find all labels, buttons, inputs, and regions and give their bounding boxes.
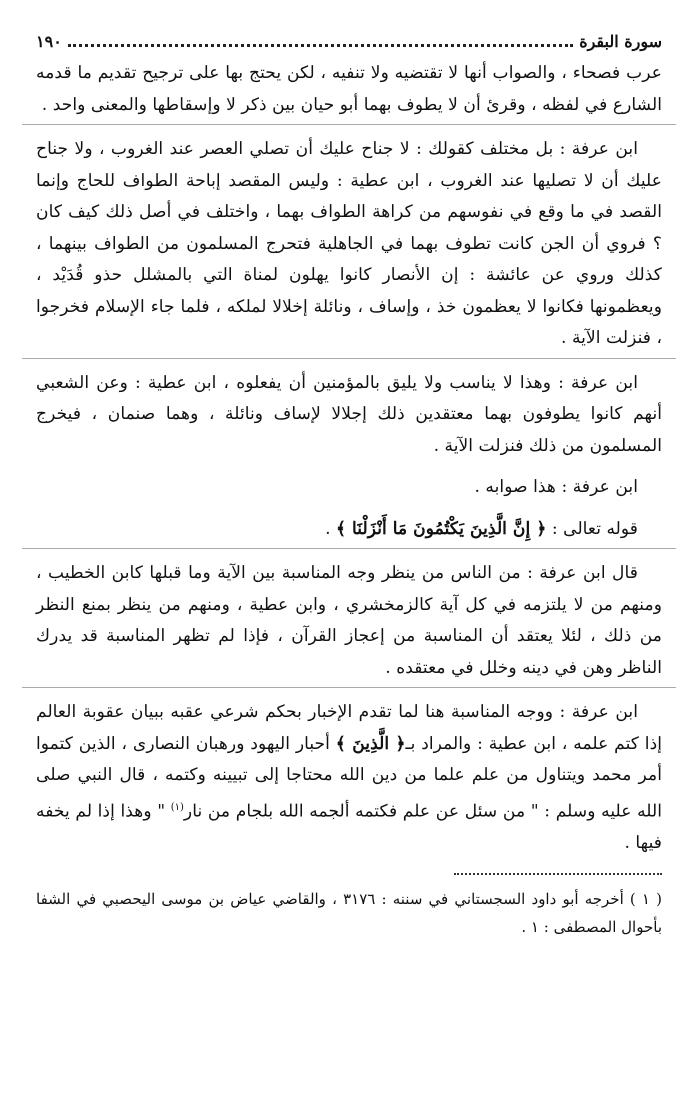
paragraph-divider xyxy=(22,548,676,549)
paragraph-7-part-1: ابن عرفة : ووجه المناسبة هنا لما تقدم الإخبار بحكم شرعي عقبه ببيان عقوبة العالم إذا كتم علمه ، ابن عطية : والمراد بـ xyxy=(36,702,662,754)
paragraph-7-part-2: أحبار اليهود ورهبان النصارى ، الذين كتموا أمر محمد ويتناول من علم علما من دين الله محتاجا إلى تبيينه وكتمه ، قال النبي صلى الله عليه وسلم : " من سئل عن علم فكتمه ألجمه الله بلجام من نار xyxy=(36,733,662,822)
paragraph-6: قال ابن عرفة : من الناس من ينظر وجه المناسبة بين الآية وما قبلها كابن الخطيب ، ومنهم من لا يلتزمه في كل آية كالزمخشري ، وابن عطية ، ومنهم من ينظر بمنع النظر من ذلك ، لئلا يعتقد أن المناسبة من إعجاز القرآن ، فإذا لم تظهر المناسبة قد يدرك الناظر وهن في دينه وخلل في معتقده . xyxy=(36,563,662,678)
paragraph-3: ابن عرفة : وهذا لا يناسب ولا يليق بالمؤمنين أن يفعلوه ، ابن عطية : وعن الشعبي أنهم كانوا يطوفون بهما معتقدين ذلك إجلالا لإساف ونائلة ، وهما صنمان ، فيخرج المسلمون من ذلك فنزلت الآية . xyxy=(36,372,662,456)
surah-title: سورة البقرة xyxy=(579,31,662,51)
footnote-separator xyxy=(454,873,662,875)
paragraph-2: ابن عرفة : بل مختلف كقولك : لا جناح عليك أن تصلي العصر عند الغروب ، ولا جناح عليك أن لا تصليها عند الغروب ، ابن عطية : وليس المقصد إباحة الطواف للحاج وإنما القصد في ما وقع في نفوسهم من كراهة الطواف بهما ، واختلف في أصل ذلك كيف كان ؟ فروي أن الجن كانت تطوف بهما في الجاهلية فتحرج المسلمون من الطواف بينهما ، كذلك وروي عن عائشة : إن الأنصار كانوا يهلون لمناة التي بالمشلل حذو قُدَيْد ، ويعظمونها فكانوا لا يعظمون خذ ، وإساف ، ونائلة إخلالا لملكه ، فلما جاء الإسلام فخرجوا ، فنزلت الآية . xyxy=(36,139,662,348)
quran-verse: ﴿ إِنَّ الَّذِينَ يَكْتُمُونَ مَا أَنْزَلْنَا ﴾ xyxy=(336,518,547,539)
page-header xyxy=(36,28,662,54)
paragraph-divider xyxy=(22,124,676,125)
header-dotted-leader xyxy=(68,36,573,47)
footnote-reference: (١) xyxy=(170,801,184,813)
paragraph-divider xyxy=(22,358,676,359)
page-number: ١٩٠ xyxy=(36,31,62,51)
paragraph-4: ابن عرفة : هذا صوابه . xyxy=(474,477,638,497)
paragraph-7-part-3: " وهذا إذا لم يخفه فيها . xyxy=(36,801,662,853)
verse-end: . xyxy=(325,518,331,539)
book-page xyxy=(36,28,662,941)
quran-word: ﴿ الَّذِينَ ﴾ xyxy=(335,733,406,754)
main-text xyxy=(36,58,662,859)
paragraph-7 xyxy=(36,697,662,859)
paragraph-divider xyxy=(22,687,676,688)
verse-intro: قوله تعالى : xyxy=(551,518,638,539)
footnote: ( ١ ) أخرجه أبو داود السجستاني في سننه : ٣١٧٦ ، والقاضي عياض بن موسى اليحصبي في الشفا بأحوال المصطفى : ١ . xyxy=(36,890,663,937)
paragraph-1: عرب فصحاء ، والصواب أنها لا تقتضيه ولا تنفيه ، لكن يحتج بها على ترجيح تقديم ما قدمه الشارع في لفظه ، وقرئ أن لا يطوف بهما أبو حيان بين ذكر لا وإسقاطها والمعنى واحد . xyxy=(36,63,662,115)
paragraph-5 xyxy=(36,514,662,546)
